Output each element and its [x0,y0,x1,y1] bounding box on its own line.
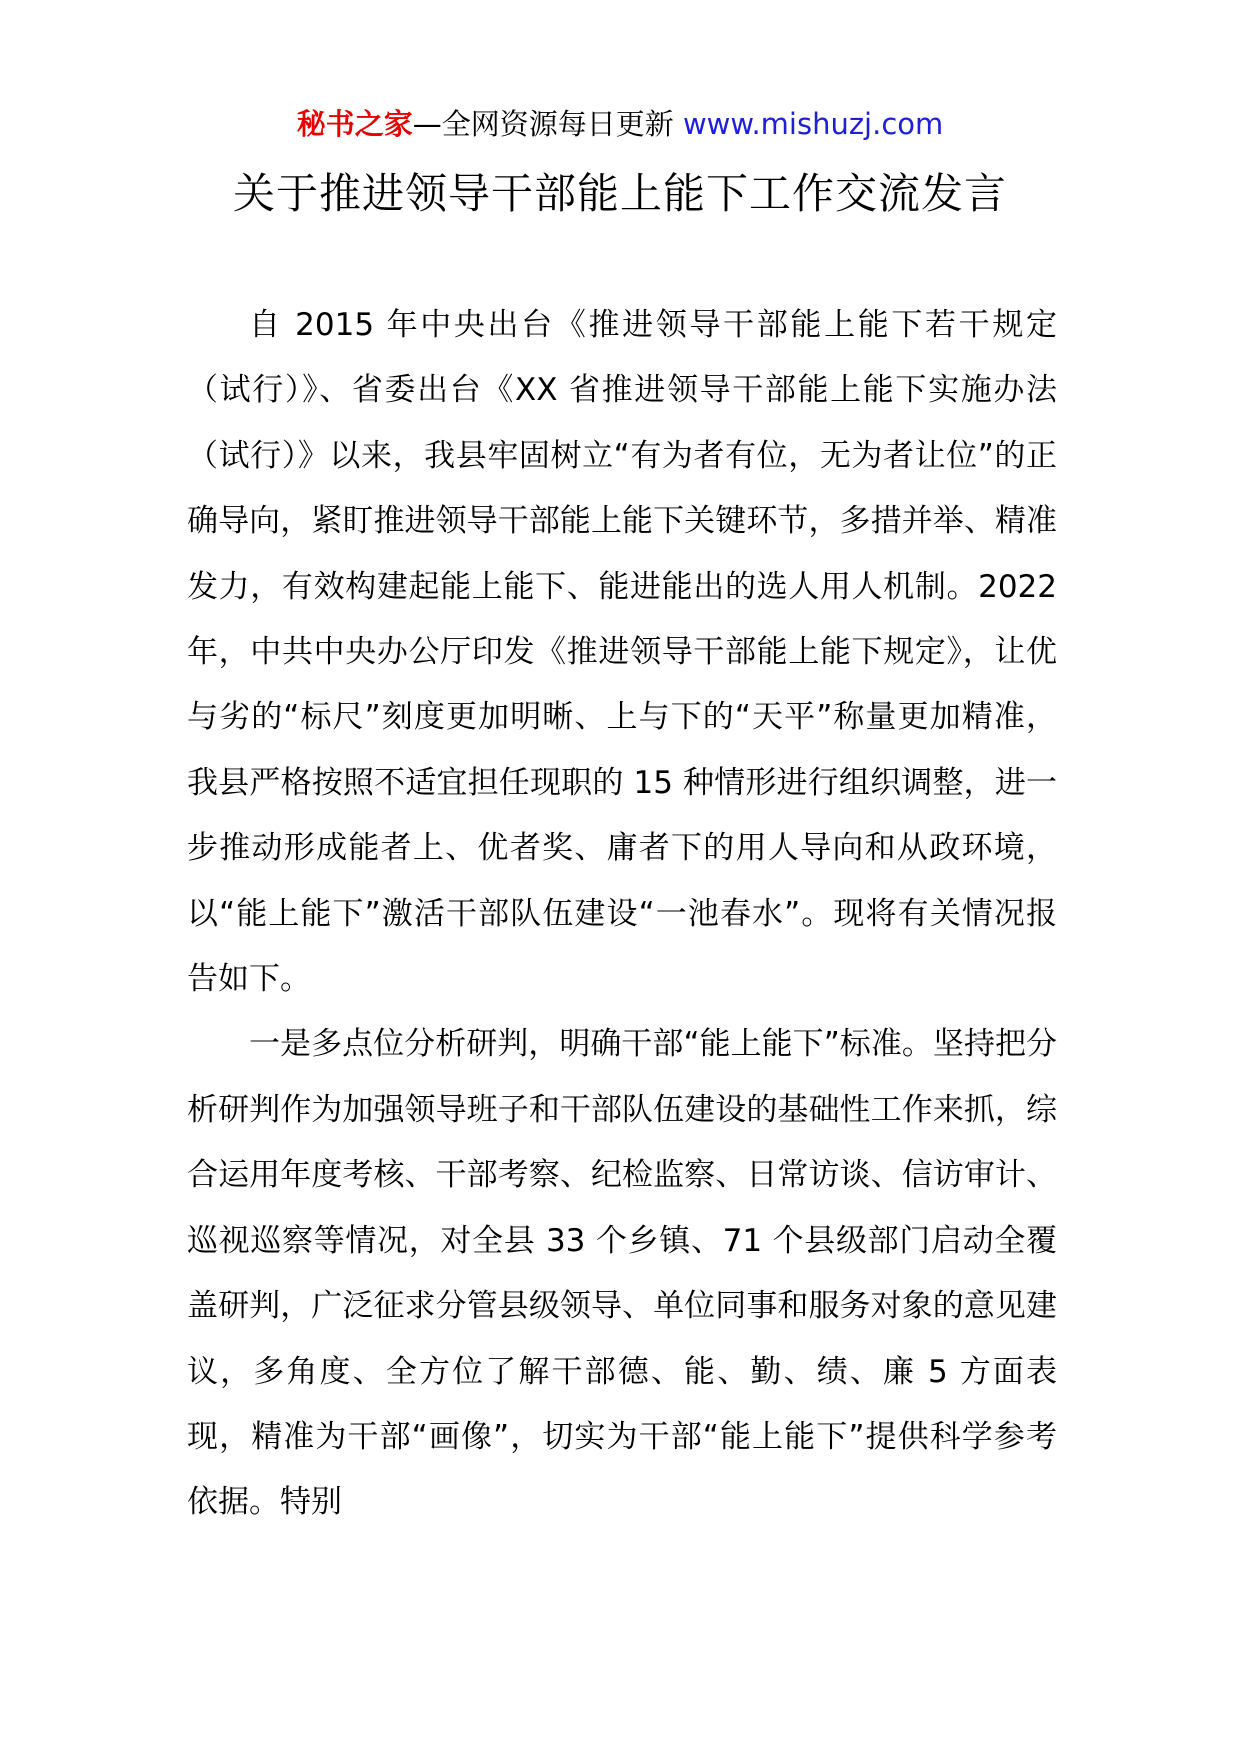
banner-slogan: —全网资源每日更新 [412,107,683,141]
brand-name: 秘书之家 [296,107,413,141]
document-body [187,293,1057,1536]
document-title: 关于推进领导干部能上能下工作交流发言 [232,169,1007,218]
website-link[interactable]: www.mishuzj.com [682,107,944,141]
paragraph-text: 自 2015 年中央出台《推进领导干部能上能下若干规定（试行）》、省委出台《XX 省推进领导干部能上能下实施办法（试行）》以来，我县牢固树立“有为者有位，无为者让位”的正确导向，紧盯推进领导干部能上能下关键环节，多措并举、精准发力，有效构建起能上能下、能进能出的选人用人机制。2022 年，中共中央办公厅印发《推进领导干部能上能下规定》，让优与劣的“标尺”刻度更加明晰、上与下的“天平”称量更加精准，我县严格按照不适宜担任现职的 15 种情形进行组织调整，进一步推动形成能者上、优者奖、庸者下的用人导向和从政环境，以“能上能下”激活干部队伍建设“一池春水”。现将有关情况报告如下。 [187,307,1057,998]
header-banner [0,104,1240,144]
paragraph-intro [187,293,1057,1012]
paragraph-lead: 一是多点位分析研判，明确干部“能上能下”标准。 [249,1026,933,1063]
paragraph-point-one [187,1012,1057,1535]
paragraph-text: 坚持把分析研判作为加强领导班子和干部队伍建设的基础性工作来抓，综合运用年度考核、干部考察、纪检监察、日常访谈、信访审计、巡视巡察等情况，对全县 33 个乡镇、71 个县级部门启动全覆盖研判，广泛征求分管县级领导、单位同事和服务对象的意见建议，多角度、全方位了解干部德、能、勤、绩、廉 5 方面表现，精准为干部“画像”，切实为干部“能上能下”提供科学参考依据。特别 [187,1026,1058,1521]
